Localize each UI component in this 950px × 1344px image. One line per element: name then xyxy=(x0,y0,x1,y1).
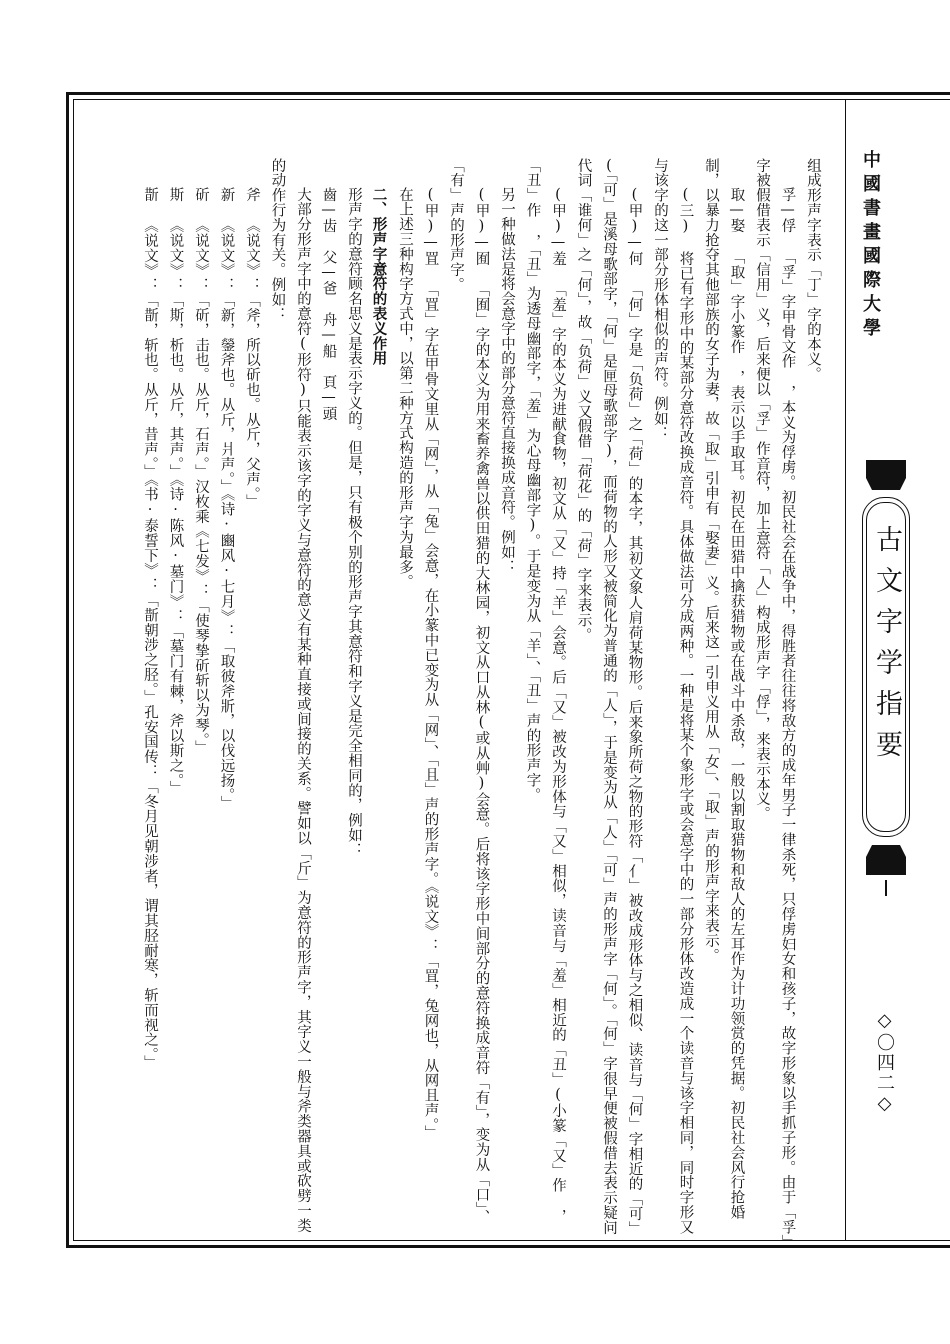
paragraph: 形声字的意符顾名思义是表示字义的。但是，只有极个别的形声字其意符和字义是完全相同的，例如： xyxy=(346,187,362,858)
paragraph: 孚—俘 「孚」字甲骨文作 ，本义为俘虏。初民社会在战争中，得胜者往往将敌方的成年男子一律杀死，只俘虏妇女和孩子，故字形象以手抓子形。由于「孚」字被假借表示「信用」义，后来便以「孚」作音符，加上意符「人」构成形声字「俘」，来表示本义。 xyxy=(754,158,796,1243)
paragraph: (甲)—何 「何」字是「负荷」之「荷」的本字，其初文象人肩荷某物形。后来象所荷之物的形符「亻」被改成形体与之相似、读音与「何」字相近的「可」(「可」是溪母歌部字，「何」是匣母歌部字)，而荷物的人形又被简化为普通的「人」，于是变为从「人」「可」声的形声字「何」。「何」字很早便被假借去表示疑问代词「谁何」之「何」，故「负荷」义又假借「荷花」的「荷」字来表示。 xyxy=(575,158,643,1236)
paragraph: 斯 《说文》：「斯，析也。从斤，其声。」《诗·陈风·墓门》：「墓门有棘，斧以斯之。」 xyxy=(167,187,184,796)
paragraph: 大部分形声字中的意符(形符)只能表示该字的字义与意符的意义有某种直接或间接的关系。譬如以「斤」为意符的形声字，其字义一般与斧类器具或砍劈一类的动作行为有关。例如： xyxy=(269,158,311,1233)
paragraph: 斧 《说文》：「斧，所以斫也。从斤，父声。」 xyxy=(244,187,260,510)
paragraph: 齒—齿 父—爸 舟—船 頁—頭 xyxy=(320,187,337,421)
paragraph: 斫 《说文》：「斫，击也。从斤，石声。」汉枚乘《七发》：「使琴挚斫斩以为琴。」 xyxy=(193,187,209,756)
section-heading: 二、形声字意符的表义作用 xyxy=(370,187,388,366)
divider-tick xyxy=(885,880,887,896)
sidebar-divider xyxy=(845,99,846,1241)
paragraph: 新 《说文》：「新，鎣斧也。从斤，爿声。」《诗·豳风·七月》：「取彼斧斨，以伐远扬。」 xyxy=(218,187,235,811)
paragraph: (三) 将已有字形中的某部分意符改换成音符。具体做法可分成两种。一种是将某个象形字或会意字中的一部分形体改造成一个读音与该字相同，同时字形又与该字的这一部分形体相似的声符。例如： xyxy=(652,158,694,1235)
paragraph: 组成形声字表示「丁」字的本义。 xyxy=(805,158,821,382)
title-ornament-top xyxy=(866,460,906,490)
paragraph: (甲)—羞 「羞」字的本义为进献食物，初文从「又」持「羊」会意。后「又」被改为形体与「又」相似，读音与「羞」相近的「丑」(小篆「又」作 ，「丑」作 ，「丑」为透母幽部字，「羞」为心母幽部字)。于是变为从「羊」、「丑」声的形声字。 xyxy=(524,158,566,1225)
paragraph: 斮 《说文》：「斮，斩也。从斤，昔声。」《书·泰誓下》：「斮朝涉之胫。」孔安国传：「冬月见朝涉者，谓其胫耐寒，斩而视之。」 xyxy=(142,187,158,1070)
page-number: ◇〇四二◇ xyxy=(874,1010,895,1116)
paragraph: (甲)—囿 「囿」字的本义为用来畜养禽兽以供田猎的大林园，初文从口从林(或从艸)会意。后将该字形中间部分的意符换成音符「有」，变为从「口」、「有」声的形声字。 xyxy=(448,158,490,1225)
university-name: 中國書畫國際大學 xyxy=(860,150,881,342)
paragraph: (甲)—罝 「罝」字在甲骨文里从「网」，从「兔」会意，在小篆中已变为从「网」、「且」声的形声字。《说文》：「罝，兔网也，从网且声。」 xyxy=(422,187,439,1141)
title-ornament-bottom xyxy=(866,845,906,875)
body-text xyxy=(105,158,825,1243)
paragraph: 在上述三种构字方式中，以第二种方式构造的形声字为最多。 xyxy=(397,187,413,590)
paragraph: 取—娶 「取」字小篆作 ，表示以手取耳。初民在田猎中擒获猎物或在战斗中杀敌，一般以割取猎物和敌人的左耳作为计功领赏的凭据。初民社会风行抢婚制，以暴力抢夺其他部族的女子为妻，故「取」引申有「娶妻」义。后来这一引申义用从「女」、「取」声的形声字来表示。 xyxy=(703,158,745,1220)
paragraph: 另一种做法是将会意字中的部分意符直接换成音符。例如： xyxy=(499,187,515,575)
book-title: 古文字学指要 xyxy=(871,525,902,771)
